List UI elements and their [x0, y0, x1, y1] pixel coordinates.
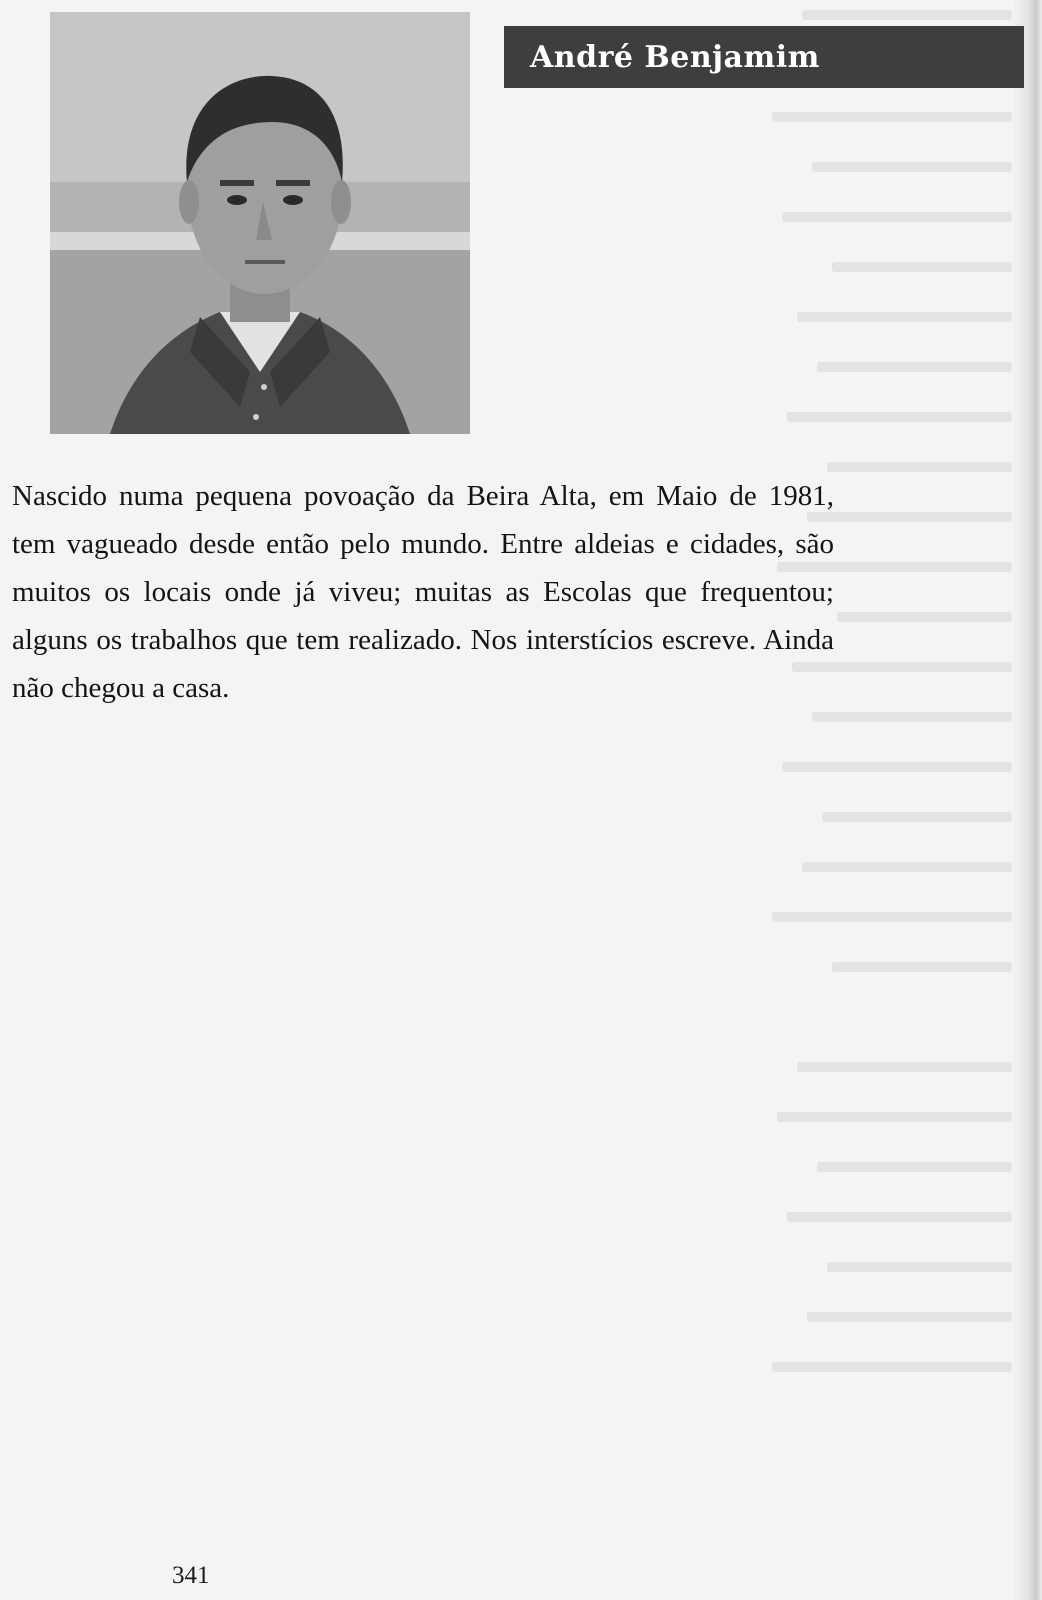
page-number: 341: [172, 1562, 210, 1589]
author-name-banner: [504, 26, 1024, 88]
author-biography: Nascido numa pequena povoação da Beira Alta, em Maio de 1981, tem vagueado desde então pelo mundo. Entre aldeias e cidades, são muitos os locais onde já viveu; muitas as Escolas que frequentou; alguns os trabalhos que tem realizado. Nos interstícios escreve. Ainda não chegou a casa.: [12, 480, 834, 704]
page-edge-shadow: [1012, 0, 1042, 1600]
portrait-illustration: [50, 12, 470, 434]
author-photo: [50, 12, 470, 434]
author-name: André Benjamim: [530, 39, 820, 75]
